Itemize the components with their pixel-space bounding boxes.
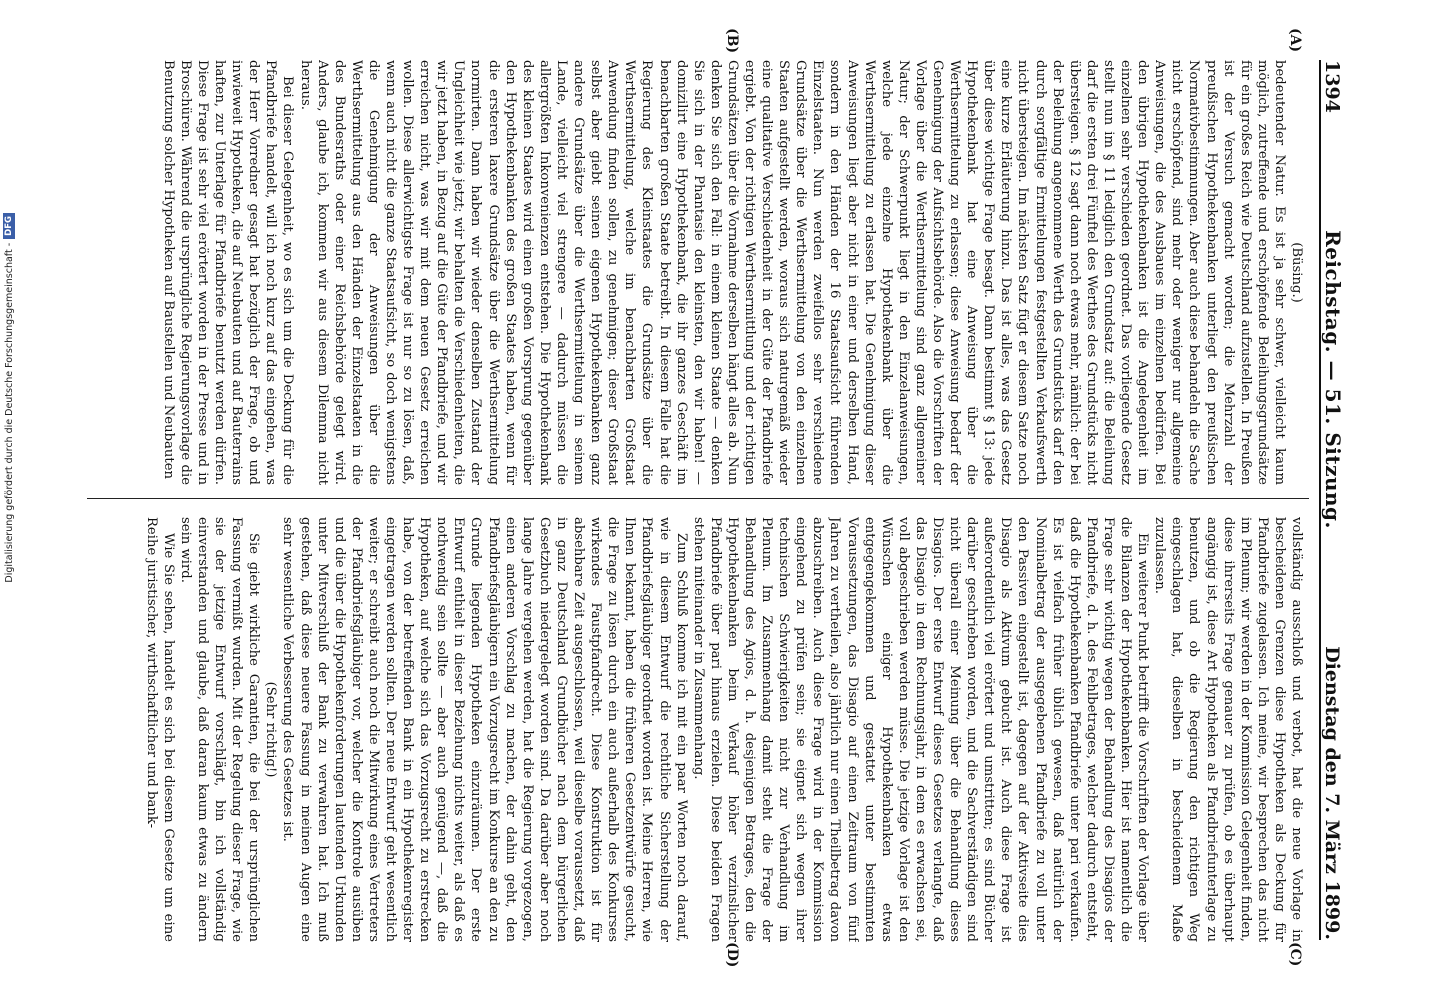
funding-note bbox=[1, 213, 17, 1000]
margin-marker-a: (A) bbox=[1287, 28, 1303, 53]
left-column bbox=[90, 60, 1305, 485]
page-header bbox=[1319, 60, 1347, 940]
newspaper-page bbox=[65, 20, 1365, 980]
paragraph: bedeutender Natur. Es ist ja sehr schwer, vielleicht kaum möglich, zutreffende und erschöpfende Beleihungsgrundsätze für ein großes Reich wie Deutschland aufzustellen. In Preußen ist der Versuch gemacht worden; die Mehrzahl der preußischen Hypothekenbanken unterliegt den preußischen Normativbestimmungen. Aber auch diese behandeln die Sache nicht erschöpfend, sind mehr oder weniger nur allgemeine Anweisungen, die des Ausbaues im einzelnen bedürfen. Bei den übrigen Hypothekenbanken ist die Angelegenheit im einzelnen sehr verschieden geordnet. Das vorliegende Gesetz stellt nun im § 11 lediglich den Grundsatz auf: die Beleihung darf die ersten drei Fünftel des Werthes des Grundstücks nicht übersteigen. § 12 sagt dann noch etwas mehr, nämlich: der bei der Beleihung angenommene Werth des Grundstücks darf den durch sorgfältige Ermittelungen festgestellten Verkaufswerth nicht übersteigen. Im nächsten Satz fügt er diesem Satze noch eine kurze Erläuterung hinzu. Das ist alles, was das Gesetz über diese wichtige Frage besagt. Dann bestimmt § 13: jede Hypothekenbank hat eine Anweisung über die Werthsermittelung zu erlassen; diese Anweisung bedarf der Genehmigung der Aufsichtsbehörde. Also die Vorschriften der Vorlage über die Werthsermittelung sind ganz allgemeiner Natur; der Schwerpunkt liegt in den Einzelanweisungen, welche jede einzelne Hypothekenbank über die Werthsermittelung zu erlassen hat. Die Genehmigung dieser Anweisungen liegt aber nicht in einer und derselben Hand, sondern in den Händen der 16 Staatsaufsicht führenden Einzelstaaten. Nun werden zweifellos sehr verschiedene Grundsätze über die Werthsermittelung von den einzelnen Staaten aufgestellt werden, woraus sich naturgemäß wieder eine qualitative Verschiedenheit in der Güte der Pfandbriefe ergiebt. Von der richtigen Werthsermittlung und der richtigen Grundsätzen über die Vornahme derselben hängt alles ab. Nun denken Sie sich den Fall: in einem kleinen Staate — denken Sie sich in der Phantasie den kleinsten, den wir haben! — domizilirt eine Hypothekenbank, die ihr ganzes Geschäft im benachbarten großen Staate betreibt. In diesem Falle hat die Regierung des Kleinstaates die Grundsätze über die Werthsermittelung, welche im benachbarten Großstaat Anwendung finden sollen, zu genehmigen; dieser Großstaat selbst aber giebt seinen eigenen Hypothekenbanken ganz andere Grundsätze über die Werthsermittelung in seinem Lande, vielleicht viel strengere — dadurch müssen die allergrößten Inkonvenienzen entstehen. Die Hypothekenbank des kleinen Staates wird einen großen Vorsprung gegenüber den Hypothekenbanken des großen Staates haben, wenn für die ersteren laxere Grundsätze über die Werthsermittelung normirten. Dann haben wir wieder denselben Zustand der Ungleichheit wie jetzt; wir behalten die Verschiedenheiten, die wir jetzt haben, in Bezug auf die Güte der Pfandbriefe, und wir erreichen nicht, was wir mit dem neuen Gesetz erreichen wollen. Diese allerwichtigste Frage ist nur so zu lösen, daß, wenn auch nicht die ganze Staatsaufsicht, so doch wenigstens die Genehmigung der Anweisungen über die Werthsermittelung aus den Händen der Einzelstaaten in die des Bundesraths oder einer Reichsbehörde gelegt wird. Anders, glaube ich, kommen wir aus diesem Dilemma nicht heraus. bbox=[297, 60, 1287, 485]
paragraph: Ein weiterer Punkt betrifft die Vorschriften der Vorlage über die Bilanzen der Hypothekenbanken. Hier ist namentlich die Frage sehr wichtig wegen der Behandlung des Disagios der Pfandbriefe, d. h. des Fehlbetrages, welcher dadurch entsteht, daß die Hypothekenbanken Pfandbriefe unter pari verkaufen. Es ist vielfach früher üblich gewesen, daß natürlich der Nominalbetrag der ausgegebenen Pfandbriefe zu voll unter den Passiven eingestellt ist, dagegen auf der Aktivseite dies Disagio als Aktivum gebucht ist. Auch diese Frage ist außerordentlich viel erörtert und umstritten; es sind Bücher darüber geschrieben worden, und die Sachverständigen sind nicht überall einer Meinung über die Behandlung dieses Disagios. Der erste Entwurf dieses Gesetzes verlangte, daß das Disagio in dem Rechnungsjahr, in dem es erwachsen sei, voll abgeschrieben werden müsse. Die jetzige Vorlage ist den Wünschen einiger Hypothekenbanken etwas entgegengekommen und gestattet unter bestimmten Voraussetzungen, das Disagio auf einen Zeitraum von fünf Jahren zu vertheilen, also jährlich nur einen Theilbetrag davon abzuschreiben. Auch diese Frage wird in der Kommission eingehend zu prüfen sein; sie eignet sich wegen ihrer technischen Schwierigkeiten nicht zur Verhandlung im Plenum. Im Zusammenhang damit steht die Frage der Behandlung des Agios, d. h. desjenigen Betrages, den die Hypothekenbanken beim Verkauf höher verzinslicher Pfandbriefe über pari hinaus erzielen. Diese beiden Fragen stehen miteinander in Zusammenhang. bbox=[690, 517, 1151, 942]
scan-footer bbox=[0, 0, 18, 1000]
paragraph: Bei dieser Gelegenheit, wo es sich um die Deckung für die Pfandbriefe handelt, will ich noch kurz auf das eingehen, was der Herr Vorredner gesagt hat bezüglich der Frage, ob und inwieweit Hypotheken, die auf Neubauten und auf Bauterrains haften, zur Unterlage für Pfandbriefe benutzt werden dürfen. Diese Frage ist sehr viel erörtert worden in der Presse und in Broschüren. Während die ursprüngliche Regierungsvorlage die Benutzung solcher Hypotheken auf Baustellen und Neubauten bbox=[160, 60, 296, 485]
paragraph: Wie Sie sehen, handelt es sich bei diesem Gesetze um eine Reihe juristischer, wirthschaftlicher und bank- bbox=[143, 517, 176, 942]
funding-text: Digitalisierung gefördert durch die Deutsche Forschungsgemeinschaft - bbox=[3, 242, 15, 583]
margin-marker-b: (B) bbox=[724, 28, 740, 54]
margin-marker-d: (D) bbox=[724, 942, 740, 968]
paragraph: Zum Schluß komme ich mit ein paar Worten noch darauf, wie in diesem Entwurf die rechtliche Sicherstellung der Pfandbriefsgläubiger geordnet worden ist. Meine Herren, wie Ihnen bekannt, haben die früheren Gesetzentwürfe gesucht, die Frage zu lösen durch ein auch außerhalb des Konkurses wirkendes Faustpfandrecht. Diese Konstruktion ist für absehbare Zeit ausgeschlossen, weil dieselbe voraussetzt, daß in ganz Deutschland Grundbücher nach dem bürgerlichen Gesetzbuch niedergelegt worden sind. Da darüber aber noch lange Jahre vergehen werden, hat die Regierung vorgezogen, einen anderen Vorschlag zu machen, der dahin geht, den Pfandbriefsgläubigern ein Vorzugsrecht im Konkurse an den zu Grunde liegenden Hypotheken einzuräumen. Der erste Entwurf enthielt in dieser Beziehung nichts weiter, als daß es nothwendig sein sollte — aber auch genügend —, daß die Hypotheken, auf welche sich das Vorzugsrecht zu erstrecken habe, von der betreffenden Bank in ein Hypothekenregister eingetragen werden sollten. Der neue Entwurf geht wesentlich weiter; er schreibt auch noch die Mitwirkung eines Vertreters der Pfandbriefsgläubiger vor, welcher die Kontrole ausüben und die über die Hypothekenforderungen lautenden Urkunden unter Mitverschluß der Bank zu verwahren hat. Ich muß gestehen, daß diese neuere Fassung in meinen Augen eine sehr wesentliche Verbesserung des Gesetzes ist. bbox=[280, 517, 689, 942]
speaker-name: (Büsing.) bbox=[1289, 242, 1304, 303]
page-title: Reichstag. — 51. Sitzung. bbox=[1321, 230, 1345, 529]
column-divider bbox=[87, 498, 1309, 499]
margin-marker-c: (C) bbox=[1287, 942, 1303, 967]
page-date: Dienstag den 7. März 1899. bbox=[1321, 646, 1343, 940]
dfg-logo-icon: DFG bbox=[3, 213, 15, 239]
page-number: 1394 bbox=[1321, 60, 1343, 113]
right-column bbox=[90, 517, 1305, 942]
paragraph: vollständig ausschloß und verbot, hat die neue Vorlage in bescheidenen Grenzen diese Hypotheken als Deckung für Pfandbriefe zugelassen. Ich meine, wir besprechen das nicht im Plenum; wir werden in der Kommission Gelegenheit finden, diese ihrerseits Frage genauer zu prüfen, ob es überhaupt angängig ist, diese Art Hypotheken als Pfandbriefunterlage zu benutzen, und ob die Regierung den richtigen Weg eingeschlagen hat, dieselben in bescheidenem Maße zuzulassen. bbox=[1152, 517, 1304, 942]
paragraph: Sie giebt wirkliche Garantien, die bei der ursprünglichen Fassung vermißt wurden. Mit der Regelung dieser Frage, wie sie der jetzige Entwurf vorschlägt, bin ich vollständig einverstanden und glaube, daß daran kaum etwas zu ändern sein wird. bbox=[177, 517, 262, 942]
interjection: (Sehr richtig!) bbox=[263, 681, 279, 778]
